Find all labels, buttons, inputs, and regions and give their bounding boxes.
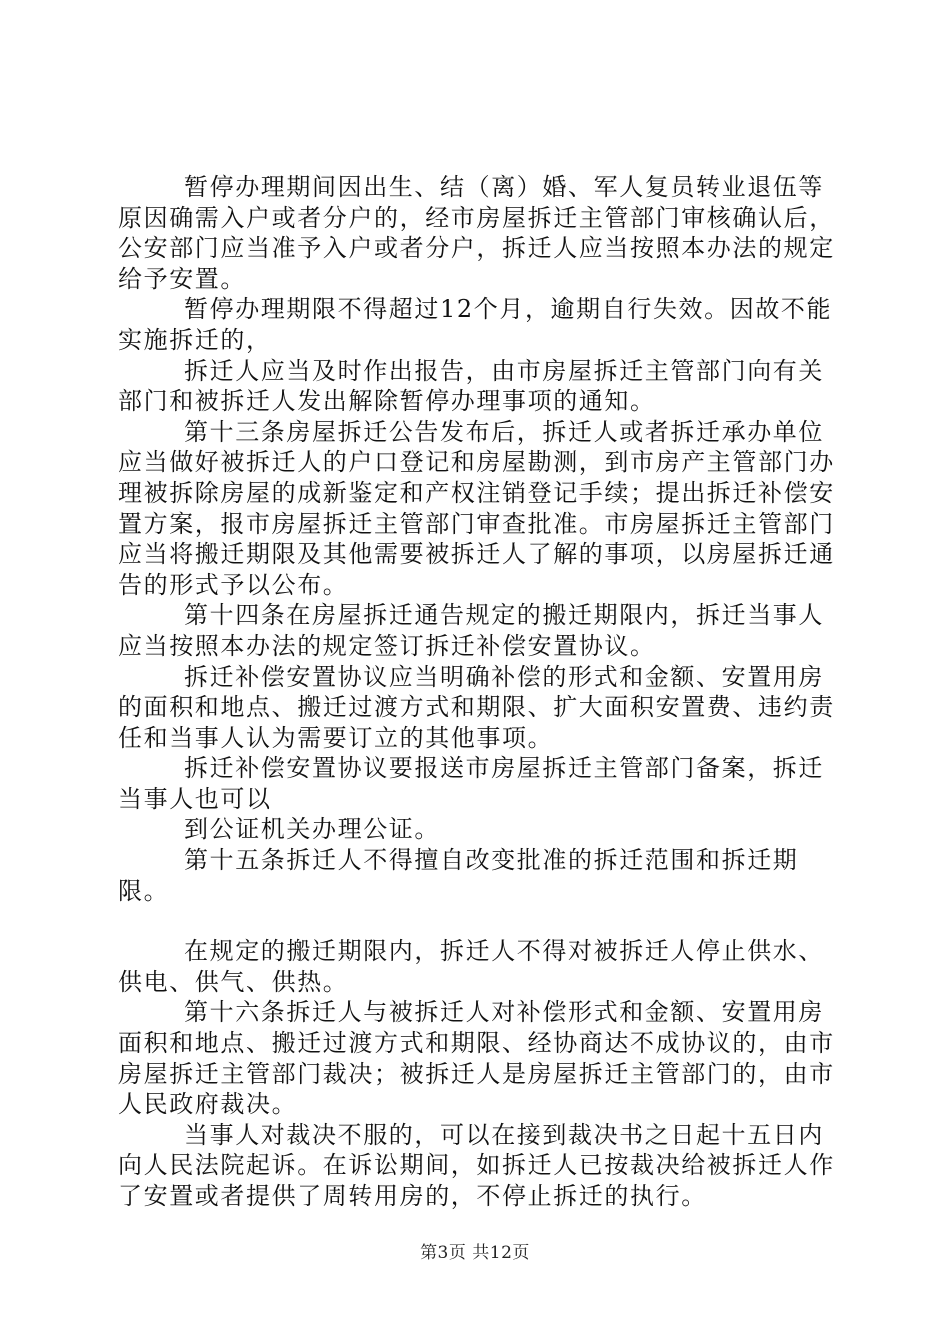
paragraph-lawsuit: 当事人对裁决不服的，可以在接到裁决书之日起十五日内向人民法院起诉。在诉讼期间，如拆迁人已按裁决给被拆迁人作了安置或者提供了周转用房的，不停止拆迁的执行。: [118, 1120, 835, 1210]
document-body: [118, 172, 838, 1212]
paragraph-agreement-contents: 拆迁补偿安置协议应当明确补偿的形式和金额、安置用房的面积和地点、搬迁过渡方式和期限、扩大面积安置费、违约责任和当事人认为需要订立的其他事项。: [118, 662, 835, 752]
paragraph-article-16: 第十六条拆迁人与被拆迁人对补偿形式和金额、安置用房面积和地点、搬迁过渡方式和期限、经协商达不成协议的，由市房屋拆迁主管部门裁决；被拆迁人是房屋拆迁主管部门的，由市人民政府裁决。: [118, 998, 835, 1119]
paragraph-article-13: 第十三条房屋拆迁公告发布后，拆迁人或者拆迁承办单位应当做好被拆迁人的户口登记和房屋勘测，到市房产主管部门办理被拆除房屋的成新鉴定和产权注销登记手续；提出拆迁补偿安置方案，报市房屋拆迁主管部门审查批准。市房屋拆迁主管部门应当将搬迁期限及其他需要被拆迁人了解的事项，以房屋拆迁通告的形式予以公布。: [118, 417, 835, 599]
paragraph-article-14: 第十四条在房屋拆迁通告规定的搬迁期限内，拆迁当事人应当按照本办法的规定签订拆迁补偿安置协议。: [118, 601, 824, 660]
paragraph-agreement-filing: 拆迁补偿安置协议要报送市房屋拆迁主管部门备案，拆迁当事人也可以: [118, 754, 824, 813]
paragraph-temporary-suspension-registration: 暂停办理期间因出生、结（离）婚、军人复员转业退伍等原因确需入户或者分户的，经市房屋拆迁主管部门审核确认后，公安部门应当准予入户或者分户，拆迁人应当按照本办法的规定给予安置。: [118, 173, 835, 293]
paragraph-utility-supply: 在规定的搬迁期限内，拆迁人不得对被拆迁人停止供水、供电、供气、供热。: [118, 937, 824, 996]
paragraph-demolisher-report: 拆迁人应当及时作出报告，由市房屋拆迁主管部门向有关部门和被拆迁人发出解除暂停办理事项的通知。: [118, 356, 824, 416]
paragraph-suspension-period-limit: 暂停办理期限不得超过12个月，逾期自行失效。因故不能实施拆迁的，: [118, 295, 833, 354]
paragraph-article-15: 第十五条拆迁人不得擅自改变批准的拆迁范围和拆迁期限。: [118, 846, 799, 905]
page-number-footer: 第3页 共12页: [420, 1243, 530, 1263]
paragraph-notarization: 到公证机关办理公证。: [184, 815, 440, 844]
